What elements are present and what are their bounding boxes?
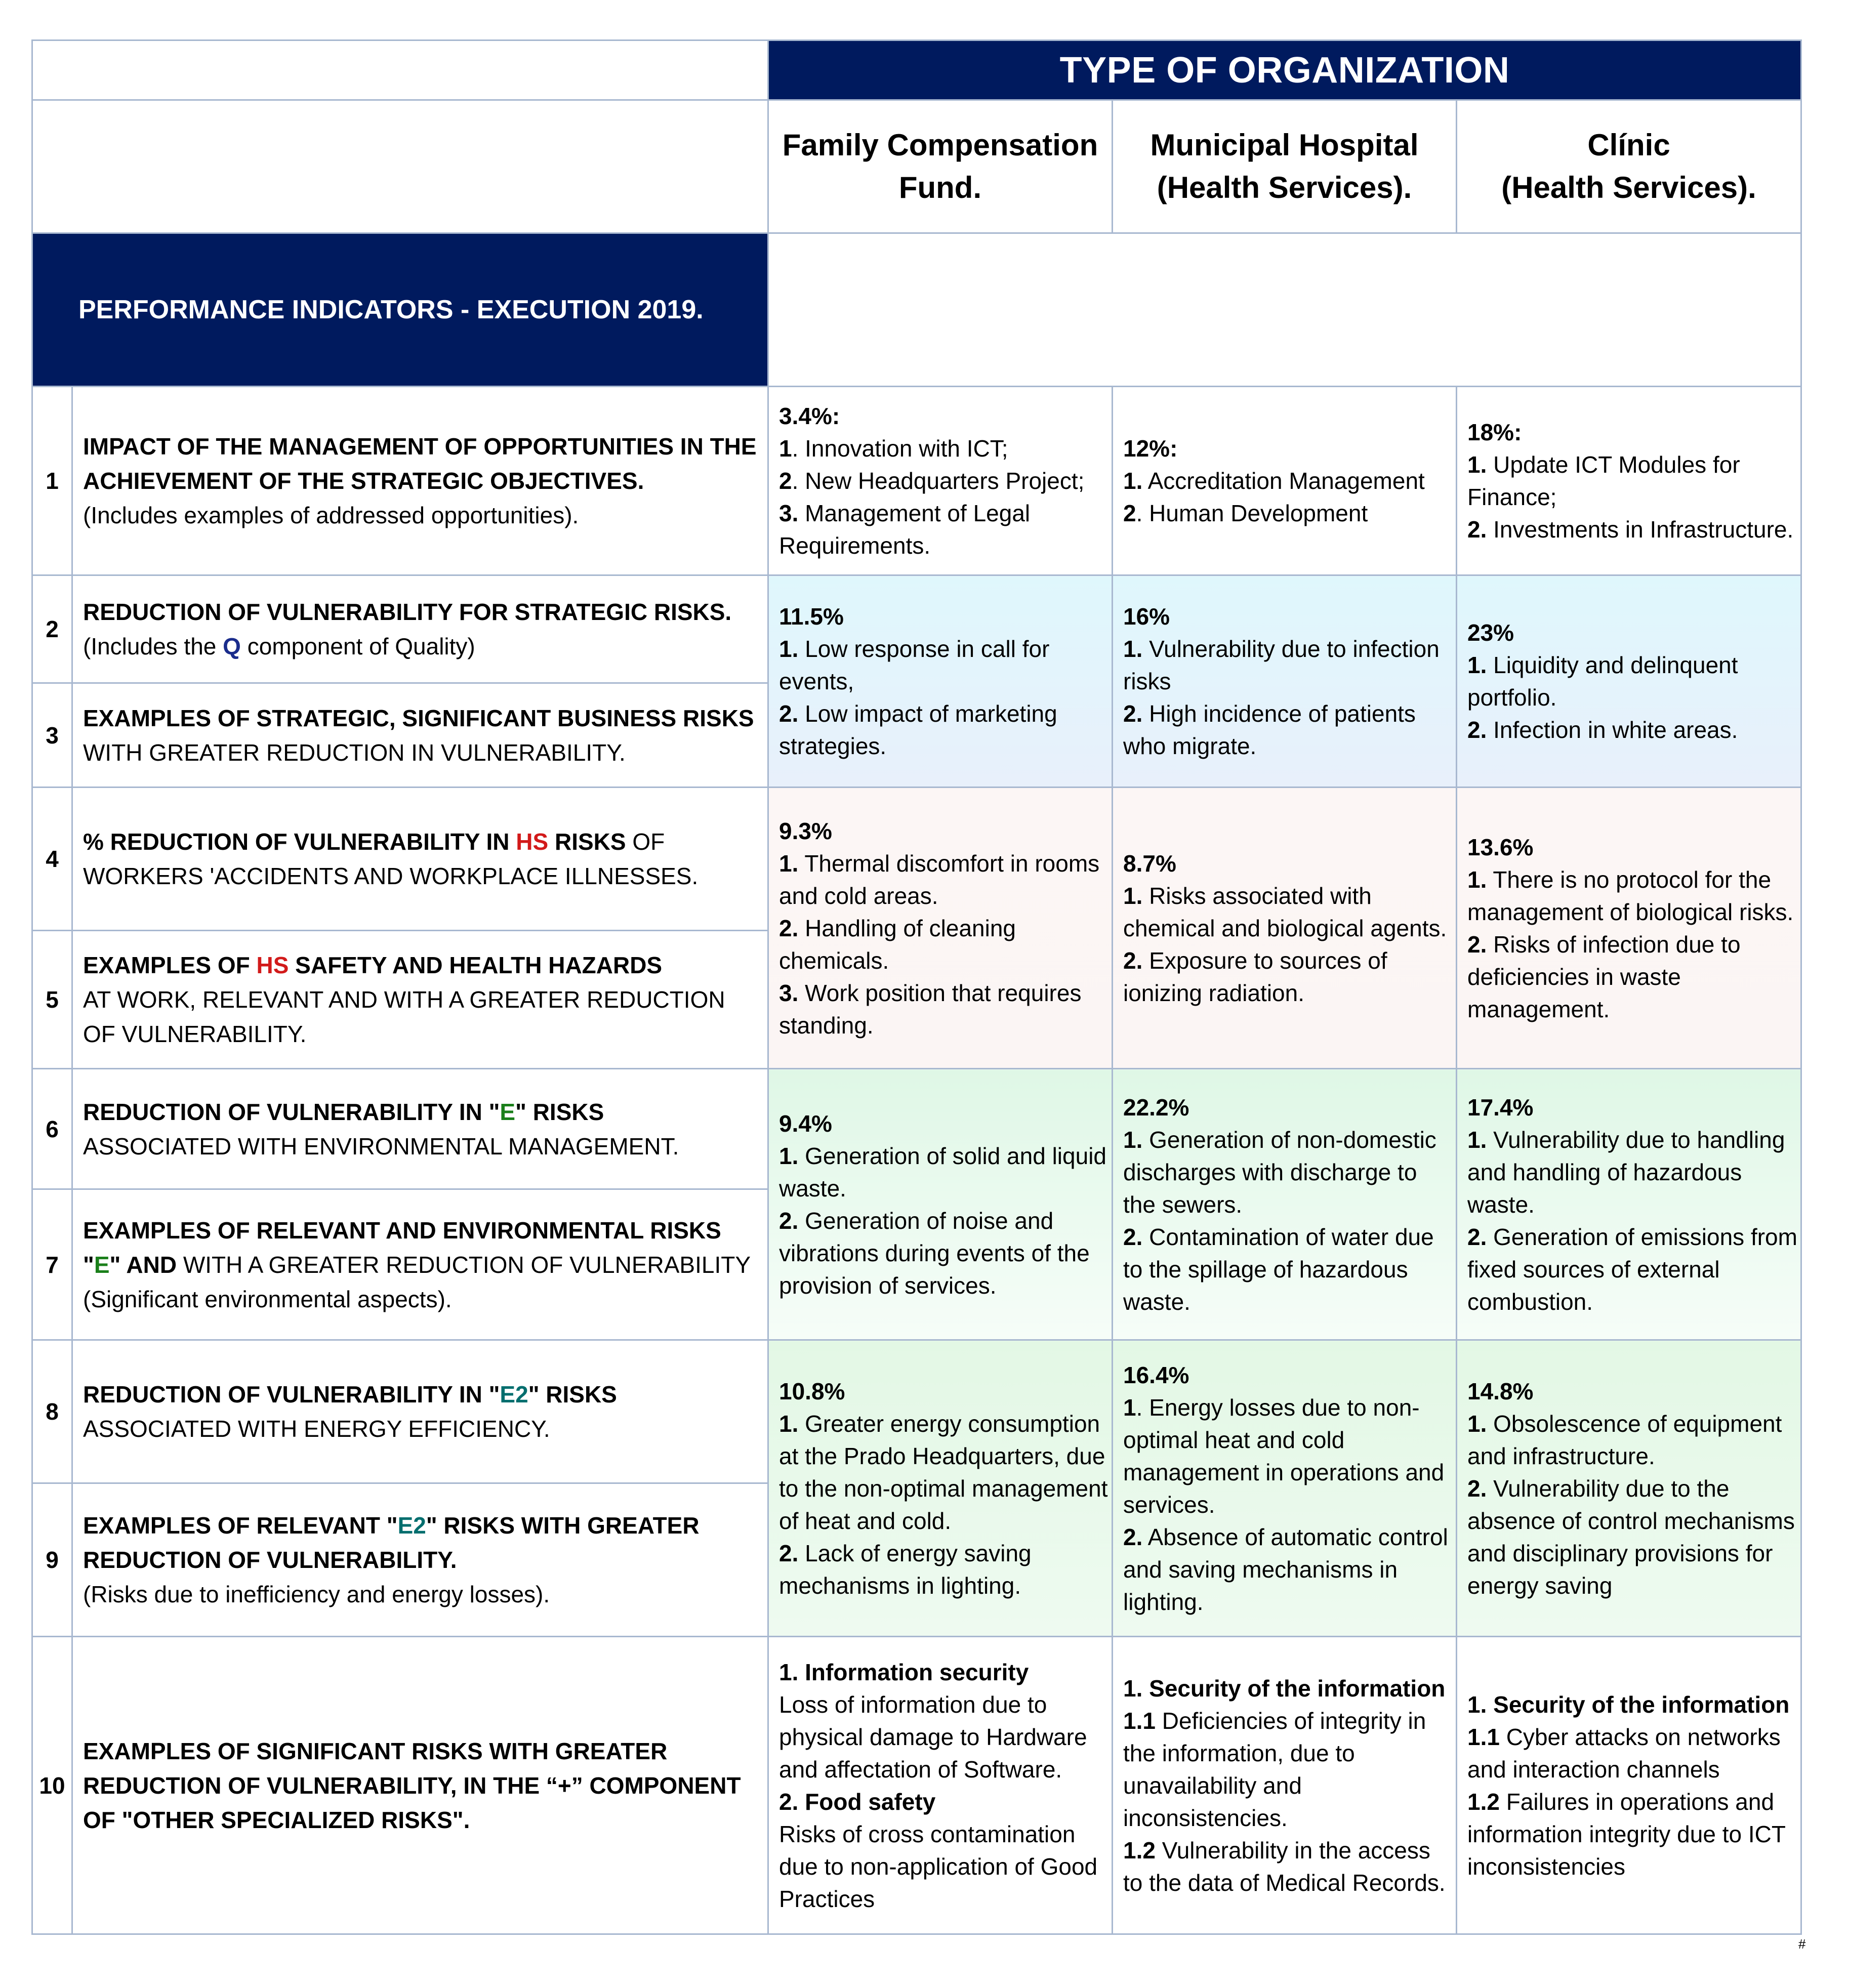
pct: 10.8% [779,1378,845,1404]
indicator-bold: " RISKS WITH GREATER REDUCTION OF VULNERABILITY. [83,1512,700,1573]
indicator-note: ASSOCIATED WITH ENERGY EFFICIENCY. [83,1416,550,1442]
item-text: Exposure to sources of ionizing radiation. [1123,947,1387,1006]
item-text: . New Headquarters Project; [792,468,1085,494]
item-text: High incidence of patients who migrate. [1123,700,1416,759]
item-text: Generation of non-domestic discharges with discharge to the sewers. [1123,1126,1436,1218]
item-num: 1. [779,850,799,877]
item-num: 1. [1123,1126,1143,1153]
indicator-9 [72,1483,768,1637]
indicator-bold: " RISKS [528,1381,617,1407]
item-num: 1 [1123,1394,1136,1421]
cell-r1-hospital [1113,387,1457,575]
item-text: Generation of noise and vibrations during events of the provision of services. [779,1207,1090,1299]
indicator-5 [72,931,768,1069]
item-text: Generation of solid and liquid waste. [779,1142,1106,1202]
cell-r8-clinic [1457,1340,1801,1637]
item-text: Cyber attacks on networks and interaction channels [1467,1723,1781,1783]
pct: 13.6% [1467,834,1534,860]
org-header-family-fund [768,100,1113,233]
cell-r1-family [768,387,1113,575]
item-num: 1. [1467,1126,1487,1153]
item-num: 1. [1467,1410,1487,1437]
item-num: 2 [779,468,792,494]
indicator-bold: REDUCTION OF VULNERABILITY IN " [83,1098,500,1125]
indicator-note: AT WORK, RELEVANT AND WITH A GREATER REDUCTION OF VULNERABILITY. [83,986,725,1047]
indicator-3 [72,683,768,788]
indicator-bold: EXAMPLES OF STRATEGIC, SIGNIFICANT BUSINESS RISKS [83,705,754,731]
indicator-bold: EXAMPLES OF RELEVANT " [83,1512,398,1539]
item-heading: 1. Security of the information [1467,1691,1790,1718]
item-num: 1. [779,1142,799,1169]
item-num: 2. [1467,1223,1487,1250]
item-num: 2. [1467,931,1487,958]
pct: 9.3% [779,817,832,844]
indicator-7 [72,1189,768,1340]
hs-marker: HS [256,952,289,978]
indicator-note: (Significant environmental aspects). [83,1286,452,1312]
row-number: 3 [32,683,72,788]
indicator-note: OF WORKERS 'ACCIDENTS AND WORKPLACE ILLNESSES. [83,829,698,889]
cell-r6-hospital [1113,1069,1457,1340]
indicator-bold: " AND [109,1251,177,1278]
item-text: Investments in Infrastructure. [1487,516,1794,543]
table-row-10 [32,1637,1801,1934]
org-line2: Fund. [898,171,982,204]
blank-org-cell [32,100,768,233]
cell-r4-hospital [1113,788,1457,1069]
indicator-bold: EXAMPLES OF [83,952,257,978]
item-text: Deficiencies of integrity in the information, due to unavailability and inconsistencies. [1123,1707,1426,1831]
item-num: 2. [1467,516,1487,543]
indicator-6 [72,1069,768,1189]
indicator-1 [72,387,768,575]
item-num: 1. [1123,882,1143,909]
cell-r8-hospital [1113,1340,1457,1637]
item-num: 2. [779,1207,799,1234]
row-number: 2 [32,575,72,683]
table-row-2 [32,575,1801,683]
item-heading: 1. Security of the information [1123,1675,1446,1702]
blank-perf-cell [768,233,1801,387]
cell-r2-clinic [1457,575,1801,788]
cell-r10-hospital [1113,1637,1457,1934]
cell-r1-clinic [1457,387,1801,575]
pct: 11.5% [779,603,844,630]
table-row-1 [32,387,1801,575]
cell-r10-family [768,1637,1113,1934]
item-text: Vulnerability due to handling and handling of hazardous waste. [1467,1126,1785,1218]
pct: 14.8% [1467,1378,1534,1404]
row-number: 1 [32,387,72,575]
item-text: Generation of emissions from fixed sources of external combustion. [1467,1223,1797,1315]
e-marker: E [94,1251,110,1278]
table-row-6 [32,1069,1801,1189]
item-text: Thermal discomfort in rooms and cold areas. [779,850,1100,909]
org-header-row [32,100,1801,233]
e2-marker: E2 [500,1381,528,1407]
org-line2: (Health Services). [1501,171,1756,204]
hs-marker: HS [516,829,549,855]
item-text: . Human Development [1136,500,1368,526]
indicator-2 [72,575,768,683]
pct: 12%: [1123,435,1178,462]
row-number: 10 [32,1637,72,1934]
indicator-4 [72,788,768,931]
item-heading: 1. Information security [779,1659,1029,1685]
cell-r2-family [768,575,1113,788]
page-mark: # [1798,1936,1806,1952]
item-text: Contamination of water due to the spillage of hazardous waste. [1123,1223,1434,1315]
item-num: 1. [1123,468,1143,494]
item-num: 1. [779,636,799,662]
item-num: 2. [1123,700,1143,727]
cell-r6-family [768,1069,1113,1340]
performance-indicators-table [31,39,1802,1935]
pct: 16.4% [1123,1361,1189,1388]
item-num: 1. [1123,636,1143,662]
item-text: Handling of cleaning chemicals. [779,915,1016,974]
item-num: 2. [1467,1475,1487,1502]
item-text: Vulnerability in the access to the data of Medical Records. [1123,1837,1446,1896]
item-text: Absence of automatic control and saving mechanisms in lighting. [1123,1523,1448,1615]
pct: 9.4% [779,1110,832,1137]
item-text: Accreditation Management [1142,468,1425,494]
indicator-note: component of Quality) [240,633,475,659]
item-text: . Innovation with ICT; [792,435,1008,462]
row-number: 6 [32,1069,72,1189]
item-num: 2. [779,1540,799,1566]
e-marker: E [500,1098,516,1125]
item-text: Update ICT Modules for Finance; [1467,451,1740,510]
item-text: Vulnerability due to infection risks [1123,636,1440,694]
cell-r2-hospital [1113,575,1457,788]
item-text: Lack of energy saving mechanisms in lighting. [779,1540,1032,1599]
item-num: 1.1 [1123,1707,1156,1734]
indicator-note: ASSOCIATED WITH ENVIRONMENTAL MANAGEMENT. [83,1133,679,1159]
org-line1: Family Compensation [782,128,1098,162]
item-num: 3. [779,979,799,1006]
cell-r10-clinic [1457,1637,1801,1934]
table-row-8 [32,1340,1801,1483]
item-text: Infection in white areas. [1487,717,1738,743]
pct: 22.2% [1123,1094,1189,1121]
item-num: 1. [1467,866,1487,893]
pct: 16% [1123,603,1170,630]
indicator-bold: REDUCTION OF VULNERABILITY IN " [83,1381,500,1407]
item-text: Risks of cross contamination due to non-application of Good Practices [779,1820,1098,1912]
q-marker: Q [223,633,241,659]
item-text: Work position that requires standing. [779,979,1082,1039]
item-num: 2. [779,700,799,727]
item-text: . Energy losses due to non-optimal heat and cold management in operations and services. [1123,1394,1445,1518]
item-num: 1.2 [1123,1837,1156,1863]
item-num: 2. [779,915,799,941]
row-number: 5 [32,931,72,1069]
item-num: 1.2 [1467,1788,1500,1815]
blank-header-cell [32,40,768,100]
indicator-10: EXAMPLES OF SIGNIFICANT RISKS WITH GREATER REDUCTION OF VULNERABILITY, IN THE “+” COMPONENT OF "OTHER SPECIALIZED RISKS". [72,1637,768,1934]
cell-r4-family [768,788,1113,1069]
org-line1: Clínic [1587,128,1670,162]
indicator-bold: RISKS [548,829,626,855]
item-num: 2. [1467,717,1487,743]
item-num: 1. [1467,652,1487,678]
indicator-bold: SAFETY AND HEALTH HAZARDS [289,952,663,978]
indicator-bold: % REDUCTION OF VULNERABILITY IN [83,829,516,855]
item-text: Risks associated with chemical and biological agents. [1123,882,1447,941]
title-row [32,40,1801,100]
item-text: Low response in call for events, [779,636,1050,694]
indicator-8 [72,1340,768,1483]
pct: 17.4% [1467,1094,1534,1121]
indicator-bold: EXAMPLES OF RELEVANT AND ENVIRONMENTAL RISKS " [83,1217,721,1278]
item-text: Vulnerability due to the absence of control mechanisms and disciplinary provisions for energy saving [1467,1475,1795,1599]
item-text: Failures in operations and information integrity due to ICT inconsistencies [1467,1788,1786,1880]
row-number: 9 [32,1483,72,1637]
table-title: TYPE OF ORGANIZATION [768,40,1801,100]
indicator-note: (Risks due to inefficiency and energy losses). [83,1581,550,1607]
item-text: There is no protocol for the management of biological risks. [1467,866,1794,925]
item-num: 2. [1123,947,1143,974]
cell-r8-family [768,1340,1113,1637]
item-num: 3. [779,500,799,526]
item-num: 1 [779,435,792,462]
indicator-note: (Includes examples of addressed opportunities). [83,502,579,528]
item-text: Obsolescence of equipment and infrastructure. [1467,1410,1782,1469]
item-text: Liquidity and delinquent portfolio. [1467,652,1738,711]
row-number: 4 [32,788,72,931]
item-num: 1. [779,1410,799,1437]
item-text: Greater energy consumption at the Prado Headquarters, due to the non-optimal management of heat and cold. [779,1410,1108,1534]
cell-r6-clinic [1457,1069,1801,1340]
org-header-clinic [1457,100,1801,233]
indicator-bold: " RISKS [515,1098,604,1125]
item-text: Low impact of marketing strategies. [779,700,1057,759]
item-heading: 2. Food safety [779,1788,936,1815]
e2-marker: E2 [397,1512,426,1539]
table-row-4 [32,788,1801,931]
indicator-bold: REDUCTION OF VULNERABILITY FOR STRATEGIC RISKS. [83,599,732,625]
item-text: Risks of infection due to deficiencies in waste management. [1467,931,1741,1022]
pct: 23% [1467,619,1514,646]
item-num: 2. [1123,1523,1143,1550]
row-number: 7 [32,1189,72,1340]
item-num: 1.1 [1467,1723,1500,1750]
cell-r4-clinic [1457,788,1801,1069]
row-number: 8 [32,1340,72,1483]
item-num: 1. [1467,451,1487,478]
indicator-note: (Includes the [83,633,223,659]
item-num: 2. [1123,1223,1143,1250]
org-line1: Municipal Hospital [1150,128,1419,162]
perf-label-row [32,233,1801,387]
indicator-note: WITH GREATER REDUCTION IN VULNERABILITY. [83,739,626,766]
indicator-bold: IMPACT OF THE MANAGEMENT OF OPPORTUNITIES IN THE ACHIEVEMENT OF THE STRATEGIC OBJECTIVES. [83,433,757,494]
performance-indicators-label: PERFORMANCE INDICATORS - EXECUTION 2019. [32,233,768,387]
pct: 18%: [1467,419,1522,445]
org-header-municipal-hospital [1113,100,1457,233]
item-text: Management of Legal Requirements. [779,500,1031,559]
pct: 3.4%: [779,403,840,429]
item-text: Loss of information due to physical damage to Hardware and affectation of Software. [779,1691,1087,1783]
pct: 8.7% [1123,850,1176,877]
indicator-note: WITH A GREATER REDUCTION OF VULNERABILITY [177,1251,751,1278]
org-line2: (Health Services). [1157,171,1412,204]
item-num: 2 [1123,500,1136,526]
